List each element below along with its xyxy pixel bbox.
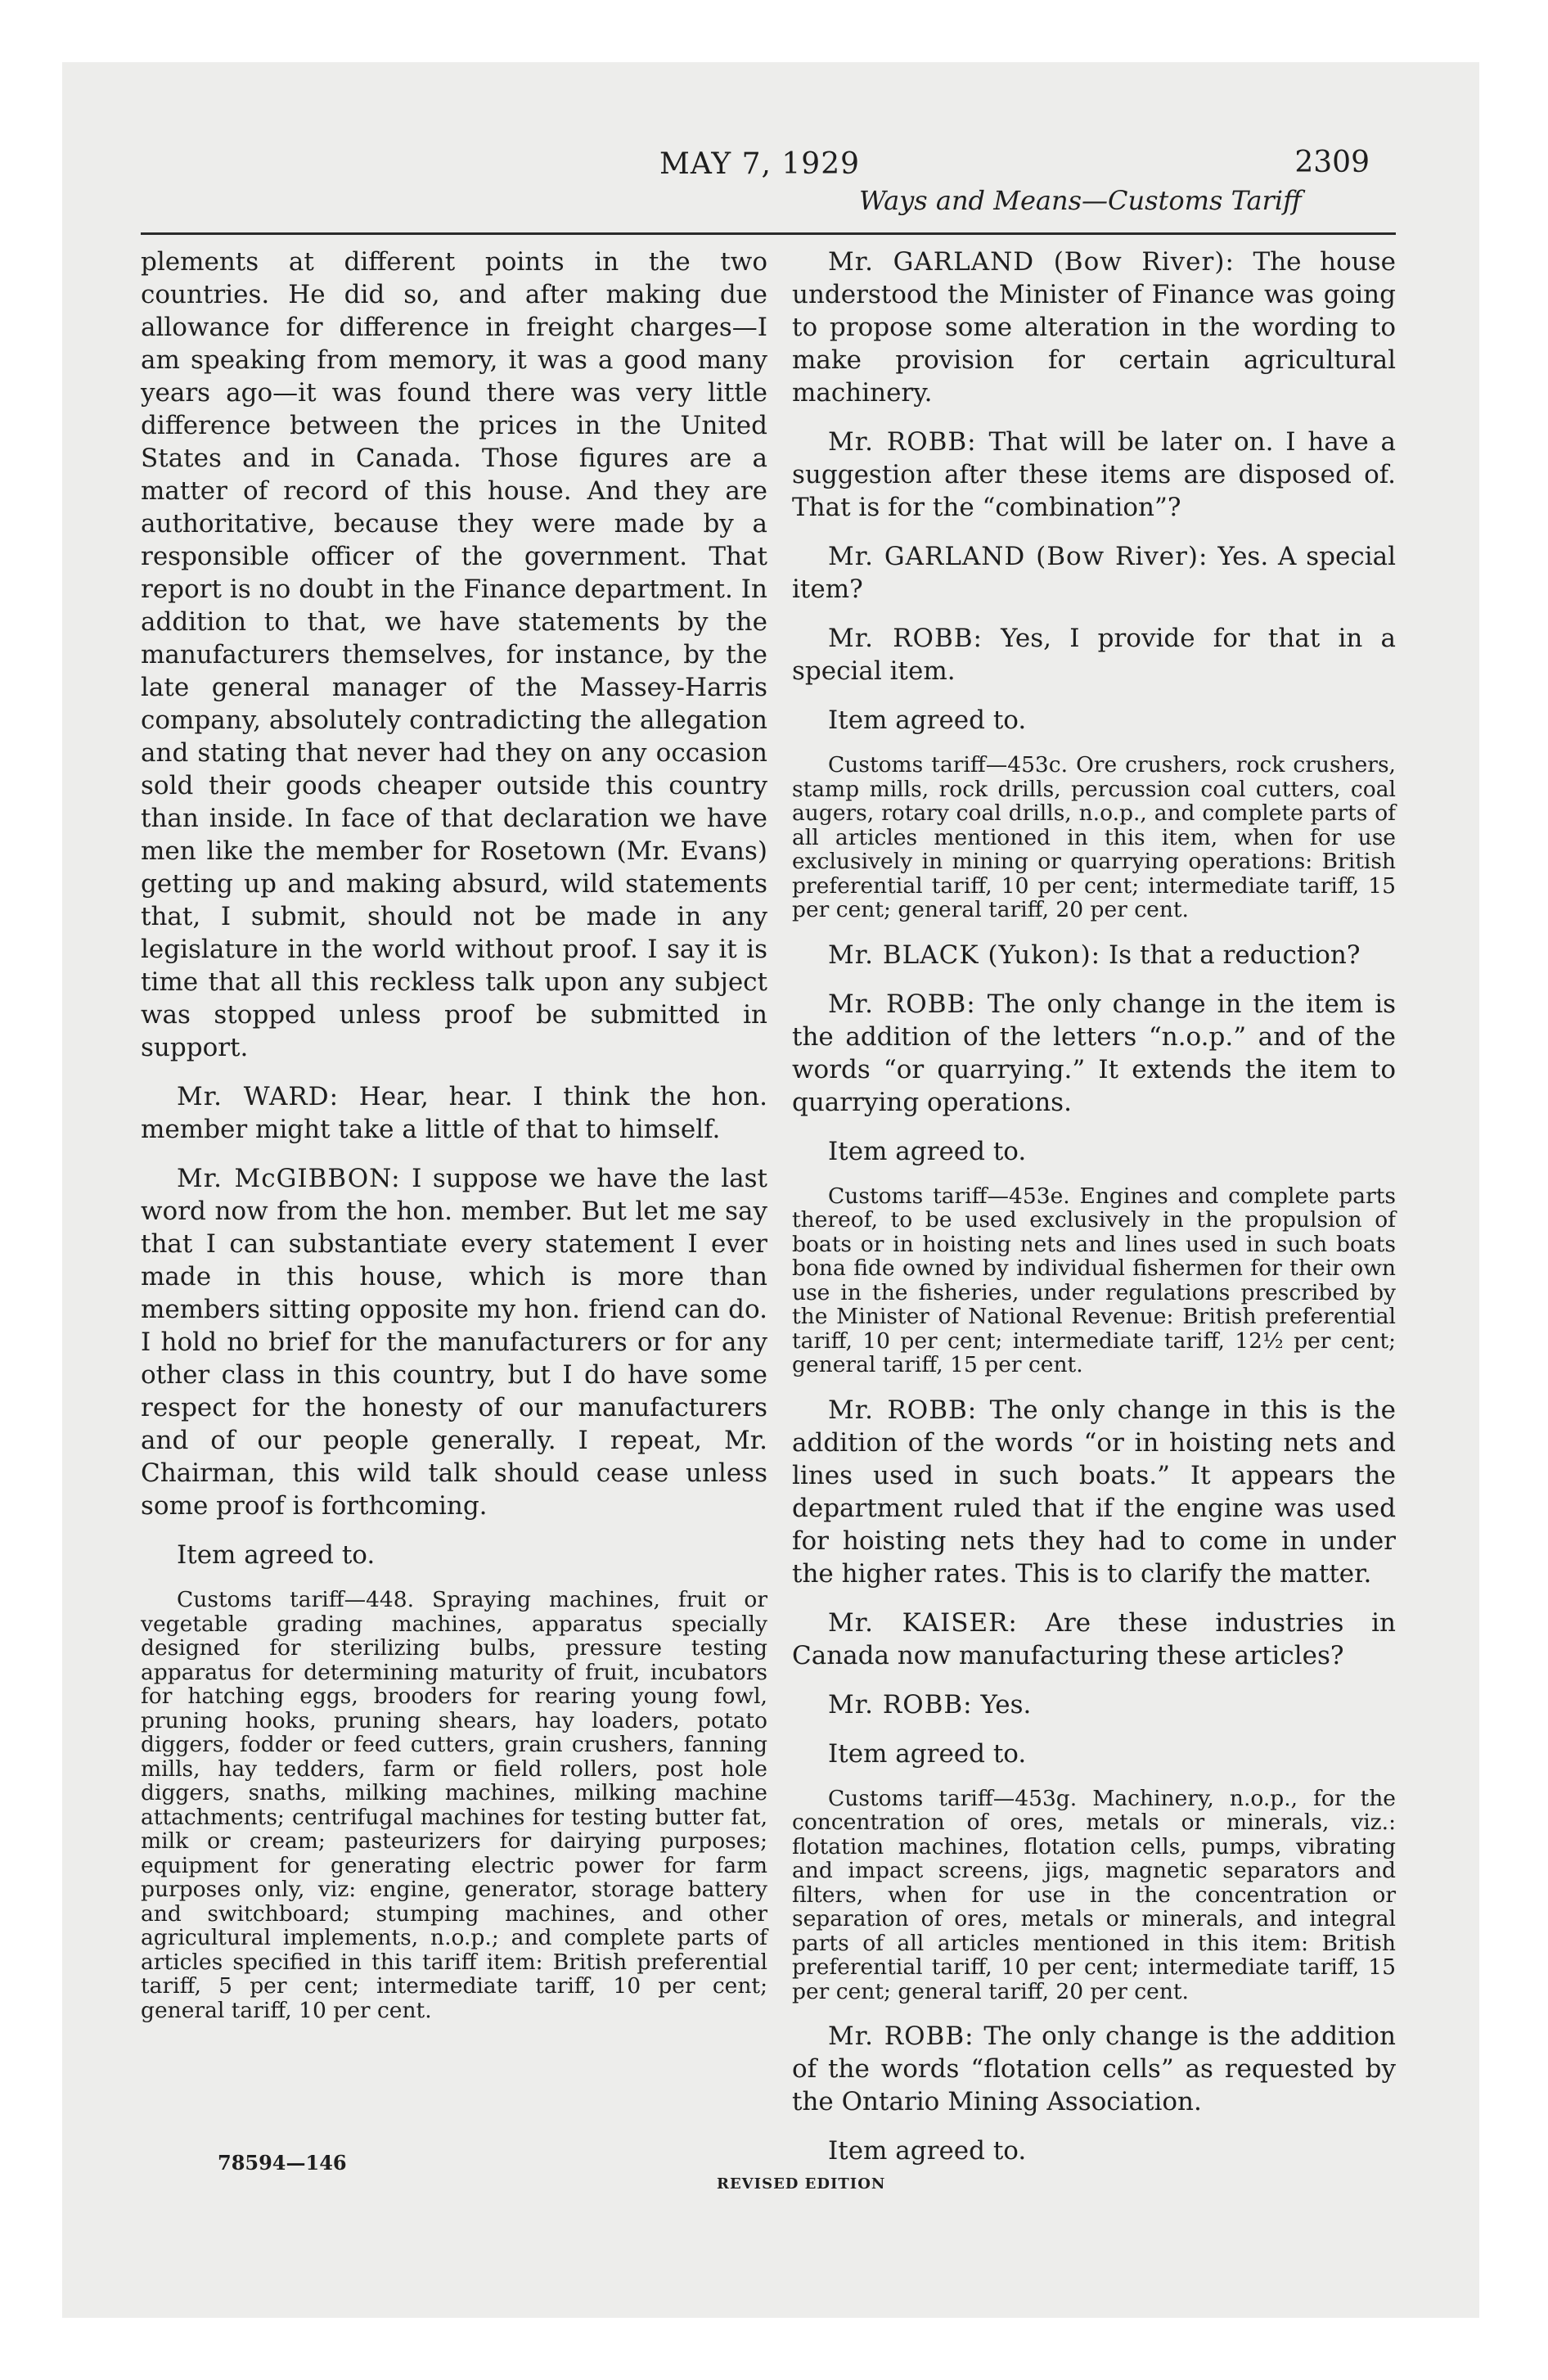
right-column [792,246,1396,2184]
remark-text: Are these industries in Canada now manufacturing these articles? [792,1607,1397,1670]
speaker-name: Mr. BLACK (Yukon): [828,940,1101,970]
remark-text: The only change in the item is the addition of the letters “n.o.p.” and of the words “or quarrying.” It extends the item to quarrying operations. [792,989,1397,1117]
remark-text: The only change in this is the addition of the words “or in hoisting nets and lines used in such boats.” It appears the department ruled that if the engine was used for hoisting nets they had to come in under the higher rates. This is to clarify the matter. [792,1395,1396,1589]
robb-remark [792,988,1396,1119]
speaker-name: Mr. ROBB: [828,1395,978,1425]
robb-remark [792,622,1396,687]
remark-text: Yes, I provide for that in a special item. [792,624,1397,686]
speaker-name: Mr. WARD: [177,1082,340,1111]
garland-remark [792,540,1396,606]
remark-text: I suppose we have the last word now from the hon. member. But let me say that I can substantiate every statement I ever made in this house, which is more than members sitting opposite my hon. friend can do. I hold no brief for the manufacturers or for any other class in this country, but I do have some respect for the honesty of our manufacturers and of our people generally. I repeat, Mr. Chairman, this wild talk should cease unless some proof is forthcoming. [141,1164,767,1521]
kaiser-remark [792,1607,1396,1672]
remark-text: Hear, hear. I think the hon. member might take a little of that to himself. [141,1082,767,1144]
item-agreed: Item agreed to. [828,1738,1027,1769]
speaker-name: Mr. McGIBBON: [177,1164,401,1193]
remark-text: The house understood the Minister of Finance was going to propose some alteration in the wording to make provision for certain agricultural machinery. [792,247,1396,408]
tariff-item-453e: Customs tariff—453e. Engines and complete parts thereof, to be used exclusively in the propulsion of boats or in hoisting nets and lines used in such boats bona fide owned by individual fishermen for their own use in the fisheries, under regulations prescribed by the Minister of National Revenue: British preferential tariff, 10 per cent; intermediate tariff, 12½ per cent; general tariff, 15 per cent. [792,1183,1396,1377]
item-agreed: Item agreed to. [828,705,1027,735]
remark-text: Yes. A special item? [792,542,1397,604]
tariff-item-453g: Customs tariff—453g. Machinery, n.o.p., for the concentration of ores, metals or minerals, viz.: flotation machines, flotation cells, pumps, vibrating and impact screens, jigs, magnetic separators and filters, when for use in the concentration or separation of ores, metals or minerals, and integral parts of all articles mentioned in this item: British preferential tariff, 10 per cent; intermediate tariff, 15 per cent; general tariff, 20 per cent. [792,1785,1396,2004]
header-subtitle: Ways and Means—Customs Tariff [859,185,1302,216]
header-page-number: 2309 [1294,146,1370,179]
black-remark [792,939,1396,971]
remark-text: That will be later on. I have a suggestion after these items are disposed of. That is for the “combination”? [792,427,1396,522]
continued-paragraph: plements at different points in the two countries. He did so, and after making due allowance for difference in freight charges—I am speaking from memory, it was a good many years ago—it was found there was very little difference between the prices in the United States and in Canada. Those figures are a matter of record of this house. And they are authoritative, because they were made by a responsible officer of the government. That report is no doubt in the Finance department. In addition to that, we have statements by the manufacturers themselves, for instance, by the late general manager of the Massey-Harris company, absolutely contradicting the allegation and stating that never had they on any occasion sold their goods cheaper outside this country than inside. In face of that declaration we have men like the member for Rosetown (Mr. Evans) getting up and making absurd, wild statements that, I submit, should not be made in any legislature in the world without proof. I say it is time that all this reckless talk upon any subject was stopped unless proof be submitted in support. [141,247,767,1062]
header-date: MAY 7, 1929 [659,147,861,181]
left-column [141,246,767,2039]
speaker-name: Mr. ROBB: [828,427,977,457]
garland-remark [792,246,1396,409]
robb-remark [792,2020,1396,2118]
tariff-item-453c: Customs tariff—453c. Ore crushers, rock crushers, stamp mills, rock drills, percussion coal cutters, coal augers, rotary coal drills, n.o.p., and complete parts of all articles mentioned in this item, when for use exclusively in mining or quarrying operations: British preferential tariff, 10 per cent; intermediate tariff, 15 per cent; general tariff, 20 per cent. [792,752,1396,922]
speaker-name: Mr. GARLAND (Bow River): [828,542,1208,571]
robb-remark [792,426,1396,524]
tariff-item-448: Customs tariff—448. Spraying machines, fruit or vegetable grading machines, apparatus specially designed for sterilizing bulbs, pressure testing apparatus for determining maturity of fruit, incubators for hatching eggs, brooders for rearing young fowl, pruning hooks, pruning shears, hay loaders, potato diggers, fodder or feed cutters, grain crushers, fanning mills, hay tedders, farm or field rollers, post hole diggers, snaths, milking machines, milking machine attachments; centrifugal machines for testing butter fat, milk or cream; pasteurizers for dairying purposes; equipment for generating electric power for farm purposes only, viz: engine, generator, storage battery and switchboard; stumping machines, and other agricultural implements, n.o.p.; and complete parts of articles specified in this tariff item: British preferential tariff, 5 per cent; intermediate tariff, 10 per cent; general tariff, 10 per cent. [141,1587,767,2023]
robb-remark [792,1394,1396,1590]
speaker-name: Mr. KAISER: [828,1607,1018,1638]
item-agreed: Item agreed to. [177,1540,376,1570]
speaker-name: Mr. GARLAND (Bow River): [828,247,1235,277]
remark-text: The only change is the addition of the words “flotation cells” as requested by the Ontario Mining Association. [792,2022,1396,2116]
footer-edition: REVISED EDITION [717,2175,886,2193]
mcgibbon-remark [141,1162,767,1522]
remark-text: Yes. [980,1689,1032,1720]
remark-text: Is that a reduction? [1109,940,1361,970]
item-agreed: Item agreed to. [828,1136,1027,1166]
header-rule [141,232,1396,235]
robb-remark [792,1688,1396,1721]
ward-remark [141,1080,767,1146]
speaker-name: Mr. ROBB: [828,2022,974,2051]
footer-code: 78594—146 [218,2151,347,2175]
speaker-name: Mr. ROBB: [828,989,976,1019]
speaker-name: Mr. ROBB: [828,1689,973,1720]
item-agreed: Item agreed to. [828,2136,1027,2166]
speaker-name: Mr. ROBB: [828,624,983,653]
